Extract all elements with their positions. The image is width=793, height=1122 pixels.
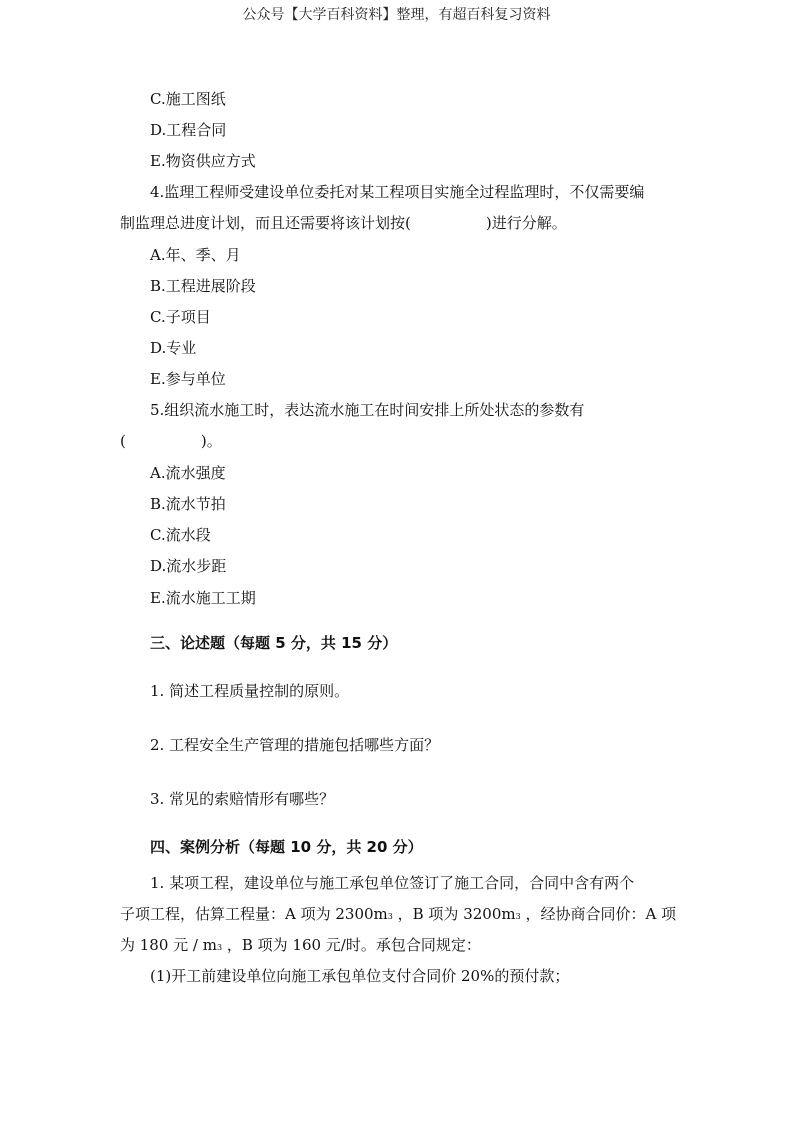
q5-stem-line2: ( )。 [120,432,222,450]
case1-line3-b: ，B 项为 160 元/时。承包合同规定： [222,936,481,954]
case1-line2 [120,904,676,927]
q4-option-a: A.年、季、月 [150,246,241,264]
case1-line3-a: 为 180 元 / m [120,936,217,954]
case1-line1: 1. 某项工程，建设单位与施工承包单位签订了施工合同，合同中含有两个 [150,874,635,892]
q4-option-e: E.参与单位 [150,370,226,388]
q3-option-d: D.工程合同 [150,121,227,139]
q3-option-c: C.施工图纸 [150,90,226,108]
q4-stem-line1: 4.监理工程师受建设单位委托对某工程项目实施全过程监理时，不仅需要编 [150,183,645,201]
q4-option-d: D.专业 [150,339,197,357]
section3-item-2: 2. 工程安全生产管理的措施包括哪些方面？ [150,736,440,754]
q4-stem-line2: 制监理总进度计划，而且还需要将该计划按( )进行分解。 [120,214,567,232]
q5-option-a: A.流水强度 [150,464,226,482]
unit-superscript: 3 [387,912,393,921]
section3-item-3: 3. 常见的索赔情形有哪些？ [150,790,335,808]
q5-stem-line1: 5.组织流水施工时，表达流水施工在时间安排上所处状态的参数有 [150,401,585,419]
q3-option-e: E.物资供应方式 [150,152,256,170]
q4-option-b: B.工程进展阶段 [150,277,256,295]
q5-option-b: B.流水节拍 [150,495,226,513]
case1-line2-b: ，B 项为 3200m [392,905,516,923]
case1-line2-c: ，经协商合同价：A 项 [520,905,677,923]
case1-line4: (1)开工前建设单位向施工承包单位支付合同价 20%的预付款； [150,967,570,985]
q4-option-c: C.子项目 [150,308,211,326]
q5-option-e: E.流水施工工期 [150,589,256,607]
page-header: 公众号【大学百科资料】整理，有超百科复习资料 [242,7,551,23]
section3-item-1: 1. 简述工程质量控制的原则。 [150,682,350,700]
section4-title: 四、案例分析（每题 10 分，共 20 分） [150,838,423,856]
section3-title: 三、论述题（每题 5 分，共 15 分） [150,634,398,652]
unit-superscript: 3 [216,943,223,952]
unit-superscript: 3 [515,912,521,921]
case1-line2-a: 子项工程，估算工程量：A 项为 2300m [120,905,388,923]
case1-line3 [120,935,481,958]
q5-option-c: C.流水段 [150,526,211,544]
q5-option-d: D.流水步距 [150,557,227,575]
